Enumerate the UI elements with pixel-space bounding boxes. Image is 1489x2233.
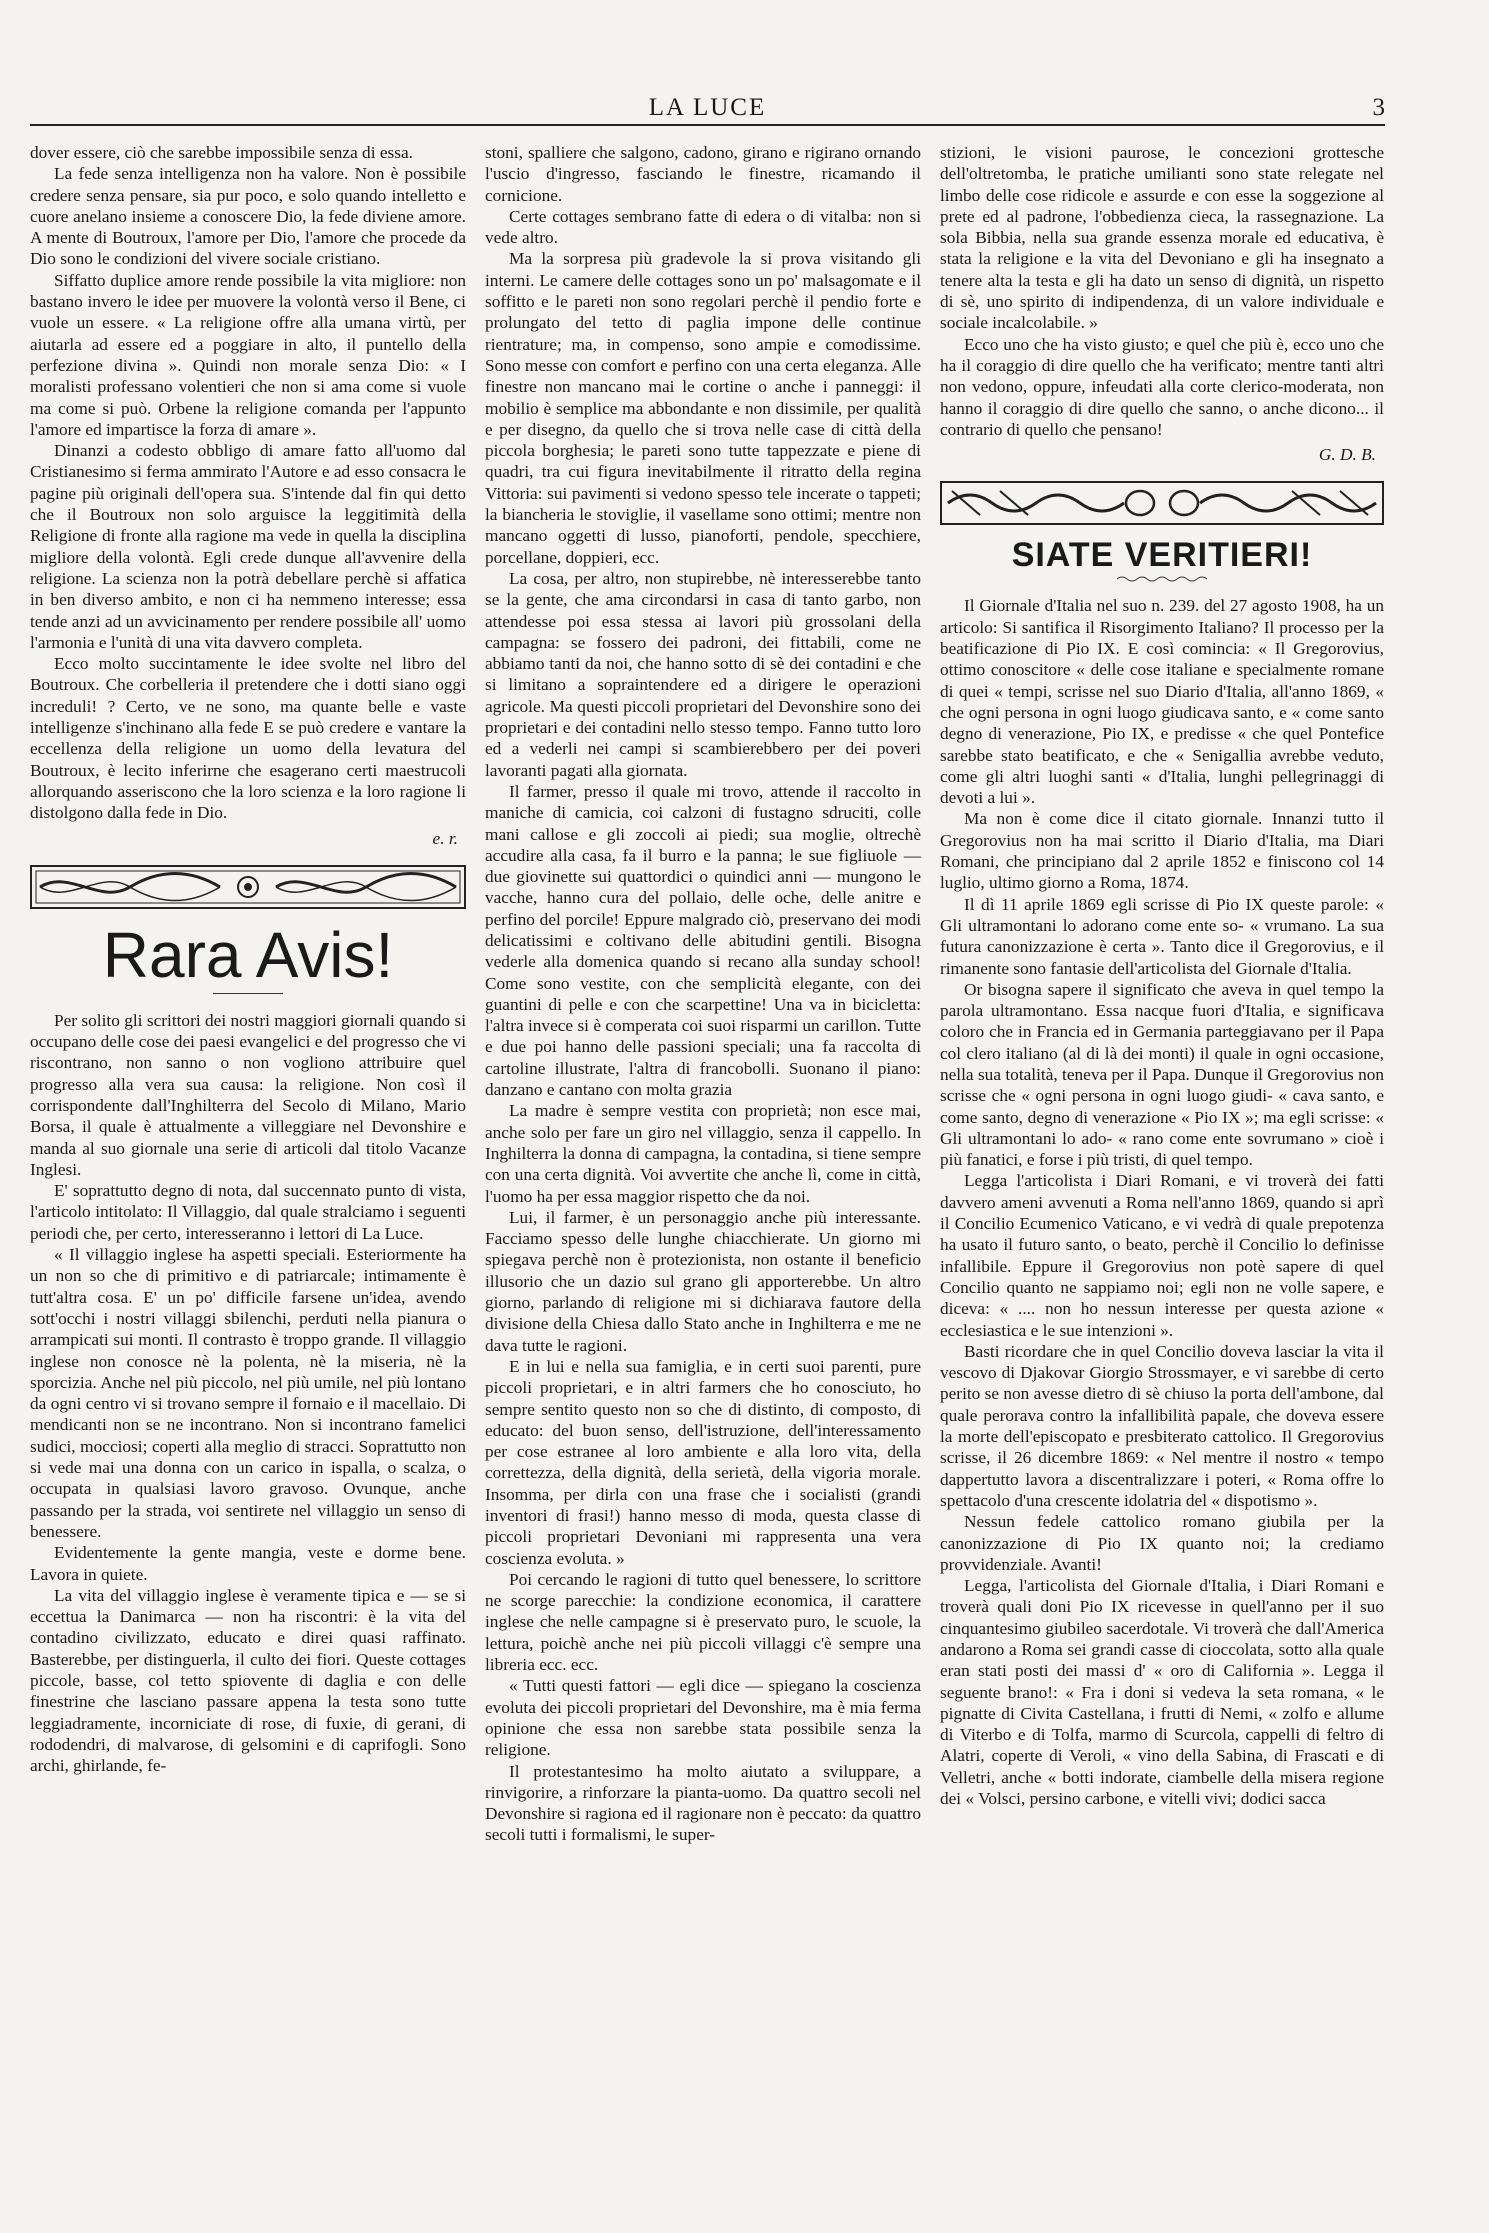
paragraph: E in lui e nella sua famiglia, e in certi suoi parenti, pure piccoli proprietari, e in altri farmers che ho conosciuto, ho sempre sentito questo non so che di distinto, di composto, di educato: del buon senso, dell'istruzione, dell'interessamento per cose estranee al loro ambiente e alla loro vita, della correttezza, della dignità, della serietà, della vigoria morale. Insomma, per dirla con una frase che i socialisti (grandi inventori di frasi!) hanno messo di moda, questa classe di piccoli proprietari Devoniani mi rappresenta una vera coscienza evoluta. »	[485, 1356, 921, 1568]
paragraph: Siffatto duplice amore rende possibile la vita migliore: non bastano invero le idee per muovere la volontà verso il Bene, ci vuole un essere. « La religione offre alla umana virtù, per aiutarla ad essere ed a poggiare in alto, il puntello della perfezione divina ». Quindi non morale senza Dio: « I moralisti professano volentieri che non si ama come si vuole ma come si può. Orbene la religione comanda per l'appunto l'amore ed impartisce la forza di amare ».	[30, 270, 466, 439]
paragraph: Legga l'articolista i Diari Romani, e vi troverà dei fatti davvero ameni avvenuti a Roma nell'anno 1869, quando si aprì il Concilio Ecumenico Vaticano, e vi vedrà di quale prepotenza ha usato il futuro santo, o beato, perchè il Concilio lo definisse infallibile. Eppure il Gregorovius non potè sapere di quel Concilio quanto ne sappiamo noi; egli non ne volle sapere, e diceva: « .... non ho nessun interesse per questa azione « ecclesiastica e le sue intenzioni ».	[940, 1171, 1384, 1340]
page-number: 3	[1372, 94, 1385, 121]
title-rule	[213, 993, 283, 994]
paragraph: Per solito gli scrittori dei nostri maggiori giornali quando si occupano delle cose dei paesi evangelici e del progresso che vi riscontrano, non sanno o non vogliono attribuire quel progresso alla vera sua causa: la religione. Non così il corrispondente dall'Inghilterra del Secolo di Milano, Mario Borsa, il quale è attualmente a villeggiare nel Devonshire e manda al suo giornale una serie di articoli dal titolo Vacanze Inglesi.	[30, 1010, 466, 1179]
paragraph: E' soprattutto degno di nota, dal succennato punto di vista, l'articolo intitolato: Il Villaggio, dal quale stralciamo i seguenti periodi che, per certo, interesseranno i lettori di La Luce.	[30, 1181, 466, 1243]
paragraph: Or bisogna sapere il significato che aveva in quel tempo la parola ultramontano. Essa nacque fuori d'Italia, e significava coloro che in Francia ed in Germania parteggiavano per il Papa col clero italiano (al di là dei monti) il quale in ogni occasione, nella sua totalità, teneva per il Papa. Dunque il Gregorovius non scrisse che « ogni persona in ogni luogo giudi- « cava santo, e come santo, degno di venerazione « Pio IX »; ma egli scrisse: « Gli ultramontani lo ado- « rano come ente sovrumano » cioè i più fanatici, e forse i più tristi, di quel tempo.	[940, 979, 1384, 1170]
paragraph: Ma la sorpresa più gradevole la si prova visitando gli interni. Le camere delle cottages sono un po' malsagomate e il soffitto e le pareti non sono regolari perchè il pendio forte e prolungato del tetto di paglia impone delle continue rientrature; ma, in compenso, sono ampie e comodissime. Sono messe con comfort e perfino con una certa eleganza. Alle finestre non mancano mai le cortine o anche i panneggi: il mobilio è semplice ma abbondante e non dissimile, per qualità e per disegno, da quello che si trova nelle case di città della piccola borghesia; le pareti sono tutte tappezzate e piene di quadri, tra cui figura inevitabilmente il ritratto della regina Vittoria: sui pavimenti si vedono spesso tele incerate o tappeti; la biancheria le stoviglie, il vasellame sono ottimi; mentre non mancano oggetti di lusso, pianoforti, pendole, specchiere, porcellane, doppieri, ecc.	[485, 249, 921, 567]
page-header	[30, 92, 1385, 126]
paragraph: Il farmer, presso il quale mi trovo, attende il raccolto in maniche di camicia, coi calzoni di fustagno sdruciti, colle mani callose e gli zoccoli ai piedi; sua moglie, oltrechè accudire alla casa, fa il burro e la panna; le sue figliuole — due giovinette sui quattordici o quindici anni — mungono le vacche, hanno cura del pollaio, delle oche, delle anitre e perfino del porcile! Eppure malgrado ciò, preservano dei modi delicatissimi e coltivano delle abitudini gentili. Bisogna vederle alla domenica quando si recano alla sunday school! Come sono vestite, con che semplicità elegante, con dei guantini di pelle e con che scarpettine! Una va in bicicletta: l'altra invece si è comperata coi suoi risparmi un carillon. Tutte e due poi hanno delle passioni speciali; una fa raccolta di cartoline illustrate, l'altra di francobolli. Suonano il piano: danzano e cantano con molta grazia	[485, 781, 921, 1100]
paragraph: La fede senza intelligenza non ha valore. Non è possibile credere senza pensare, sia pur poco, e solo quando intelletto e cuore anelano insieme a conoscere Dio, la fede diviene amore. A mente di Boutroux, l'amore per Dio, l'amore che procede da Dio sono le condizioni del vivere sociale cristiano.	[30, 164, 466, 269]
paragraph: Ecco uno che ha visto giusto; e quel che più è, ecco uno che ha il coraggio di dire quello che ha verificato; mentre tanti altri non vedono, oppure, infeudati alla corte clerico-moderata, non hanno il coraggio di dire quello che sanno, o anche dicono... il contrario di quello che pensano!	[940, 334, 1384, 439]
paragraph: « Tutti questi fattori — egli dice — spiegano la coscienza evoluta dei piccoli proprietari del Devonshire, ma è mia ferma opinione che essa non sarebbe stata possibile senza la religione.	[485, 1676, 921, 1760]
article-title: Rara Avis!	[102, 918, 394, 991]
paragraph: Dinanzi a codesto obbligo di amare fatto all'uomo dal Cristianesimo si ferma ammirato l'Autore e ad esso consacra le pagine più originali dell'opera sua. S'intende dal fin qui detto che il Boutroux non solo arguisce la leggitimità della Religione di fronte alla ragione ma vede in quella la disciplina migliore della volontà. Egli crede dunque all'avvenire della religione. La scienza non la potrà debellare perchè si affatica in ben diverso ambito, e non ci ha nemmeno interesse; essa tende anzi ad un avvicinamento per rendere possibile all' uomo l'armonia e l'unità di una vita davvero completa.	[30, 441, 466, 652]
paragraph: Ecco molto succintamente le idee svolte nel libro del Boutroux. Che corbelleria il pretendere che i dotti siano oggi increduli! ? Certo, ve ne sono, ma quante belle e vaste intelligenze s'inchinano alla fede E se può credere e vantare la eccellenza della religione un uomo della levatura del Boutroux, è lecito inferirne che esagerano certi maestrucoli allorquando asseriscono che la loro scienza e la loro ragione li distolgono dalla fede in Dio.	[30, 654, 466, 823]
paragraph: La madre è sempre vestita con proprietà; non esce mai, anche solo per fare un giro nel villaggio, senza il cappello. In Inghilterra la donna di campagna, la contadina, si tiene sempre con una certa dignità. Voi avvertite che anche lì, come in città, l'uomo ha per essa maggior rispetto che da noi.	[485, 1101, 921, 1206]
paragraph: Lui, il farmer, è un personaggio anche più interessante. Facciamo spesso delle lunghe chiacchierate. Un giorno mi spiegava perchè non è protezionista, non ostante il beneficio illusorio che un dazio sul grano gli apporterebbe. Un altro giorno, parlando di religione mi si dichiarava fautore della divisione della Chiesa dallo Stato anche in Inghilterra e me ne dava tutte le ragioni.	[485, 1207, 921, 1355]
ornamental-divider	[940, 481, 1384, 525]
article-signature: e. r.	[432, 828, 458, 848]
paragraph: La vita del villaggio inglese è veramente tipica e — se si eccettua la Danimarca — non ha riscontri: è la vita del contadino civilizzato, educato e direi quasi raffinato. Basterebbe, per distinguerla, il culto dei fiori. Queste cottages piccole, basse, col tetto spiovente di daglia e con delle finestrine che lasciano passare appena la testa sono tutte leggiadramente, incorniciate di rose, di fuxie, di gerani, di rododendri, di malvarose, di gelsomini e di caprifogli. Sono archi, ghirlande, fe-	[30, 1585, 466, 1776]
article-signature: G. D. B.	[1318, 445, 1376, 465]
article-title: SIATE VERITIERI!	[1011, 536, 1313, 575]
paragraph: Legga, l'articolista del Giornale d'Italia, i Diari Romani e troverà quali doni Pio IX ricevesse in quell'anno per il suo cinquantesimo giubileo sacerdotale. Vi troverà che dall'America andarono a Roma sei grandi casse di cioccolata, sotto alla quale eran stati posti dei massi d' « oro di California ». Legga il seguente brano!: « Fra i doni si vedeva la seta romana, « le pignatte di Civita Castellana, i frutti di Nemi, « zolfo e allume di Viterbo e di Tolfa, marmo di Scurcola, cappelli di feltro di Alatri, coperte di Veroli, « vino della Sabina, di Frascati e di Velletri, anche « botti indorate, ciambelle della misera regione dei « Volsci, persino carbone, e vitelli vivi; dodici sacca	[940, 1576, 1384, 1809]
paragraph: stoni, spalliere che salgono, cadono, girano e rigirano ornando l'uscio d'ingresso, fasciando le finestre, ricamando il cornicione.	[485, 143, 921, 205]
paragraph: La cosa, per altro, non stupirebbe, nè interesserebbe tanto se la gente, che ama circondarsi in casa di tanto garbo, non attendesse poi essa stessa ai lavori più grossolani della campagna: se fossero dei padroni, dei fittabili, come ne abbiamo tanti da noi, che hanno sotto di sè dei contadini e che si limitano a sopraintendere ed a dirigere le operazioni agricole. Ma questi piccoli proprietari del Devonshire sono dei proprietari e dei contadini nello stesso tempo. Fanno tutto loro ed a vederli nei campi si scambierebbero per dei poveri lavoranti pagati alla giornata.	[485, 568, 921, 780]
paragraph: Ma non è come dice il citato giornale. Innanzi tutto il Gregorovius non ha mai scritto il Diario d'Italia, ma Diari Romani, che principiano dal 2 aprile 1852 e finiscono col 14 luglio, ultimo giorno a Roma, 1874.	[940, 809, 1384, 893]
paragraph: stizioni, le visioni paurose, le concezioni grottesche dell'oltretomba, le pratiche umilianti sono state relegate nel limbo delle cose ridicole e assurde e con esse la soggezione al prete ed al padrone, l'obbedienza cieca, la rassegnazione. La sola Bibbia, nella sua grande essenza morale ed educativa, è stata la religione e la vita del Devoniano e gli ha insegnato a tenere alta la testa e gli ha dato un senso di dignità, un rispetto di sè, uno spirito di indipendenza, di un valore individuale e sociale incalcolabile. »	[940, 143, 1384, 333]
paragraph: Poi cercando le ragioni di tutto quel benessere, lo scrittore ne scorge parecchie: la condizione economica, il carattere inglese che nelle campagne si è preservato puro, le scuole, la lettura, poichè anche nei più piccoli villaggi c'è sempre una libreria ecc. ecc.	[485, 1569, 921, 1675]
title-wavy-rule	[1117, 575, 1207, 583]
paragraph: Il Giornale d'Italia nel suo n. 239. del 27 agosto 1908, ha un articolo: Si santifica il Risorgimento Italiano? Il processo per la beatificazione di Pio IX. E così comincia: « Il Gregorovius, ottimo conoscitore « delle cose italiane e specialmente romane di quei « tempi, scrisse nel suo Diario d'Italia, all'anno 1869, « che ogni persona in ogni luogo giudicava santo, e « come santo degno di venerazione, Pio IX, e predisse « che quel Pontefice sarebbe stato beatificato, e che « Senigallia avrebbe veduto, come gli altri luoghi santi « d'Italia, lunghi pellegrinaggi di devoti a lui ».	[940, 596, 1384, 808]
paragraph: « Il villaggio inglese ha aspetti speciali. Esteriormente ha un non so che di primitivo e di patriarcale; intimamente è tutt'altra cosa. E' un po' difficile farsene un'idea, avendo sott'occhi i nostri villaggi sbilenchi, perduti nella pianura o arrampicati sui monti. Il contrasto è troppo grande. Il villaggio inglese non conosce nè la polenta, nè la miseria, nè la sporcizia. Anche nel più piccolo, nel più umile, nel più lontano da ogni centro vi si trovano sempre il fornaio e il macellaio. Di mendicanti non se ne incontrano. Non si incontrano famelici sudici, mocciosi; coperti alla meglio di stracci. Soprattutto non si vede mai una donna con un carico in ispalla, o scalza, o occupata in qualsiasi lavoro gravoso. Ovunque, anche passando per la strada, voi sentirete nel villaggio un senso di benessere.	[30, 1245, 466, 1541]
paragraph: Evidentemente la gente mangia, veste e dorme bene. Lavora in quiete.	[30, 1543, 466, 1584]
paragraph: Basti ricordare che in quel Concilio doveva lasciar la vita il vescovo di Djakovar Giorgio Strossmayer, e vi sarebbe di certo perito se non avesse dietro di sè chiuso la porta dell'ambone, dal quale perorava contro la infallibilità papale, che doveva essere la morte dell'episcopato e presbiterato cattolico. Il Gregorovius scrisse, il 26 dicembre 1869: « Nel mentre il nostro « tempo dappertutto lavora a discentralizzare i poteri, « Roma offre lo spettacolo d'una crescente idolatria del « dispotismo ».	[940, 1341, 1384, 1510]
column-2	[485, 142, 921, 1846]
column-3	[940, 142, 1384, 1809]
paragraph: Il dì 11 aprile 1869 egli scrisse di Pio IX queste parole: « Gli ultramontani lo adorano come ente so- « vrumano. La sua futura canonizzazione è certa ». Tanto dice il Gregorovius, e il rimanente sono fantasie dell'articolista del Giornale d'Italia.	[940, 894, 1384, 978]
paragraph: Nessun fedele cattolico romano giubila per la canonizzazione di Pio IX quanto noi; la crediamo provvidenziale. Avanti!	[940, 1512, 1384, 1574]
paragraph: Certe cottages sembrano fatte di edera o di vitalba: non si vede altro.	[485, 206, 921, 248]
newspaper-title: LA LUCE	[648, 94, 767, 121]
ornamental-divider	[30, 865, 466, 909]
paragraph: Il protestantesimo ha molto aiutato a sviluppare, a rinvigorire, a rinforzare la pianta-uomo. Da quattro secoli nel Devonshire si ragiona ed il ragionare non è peccato: da quattro secoli tutti i formalismi, le super-	[485, 1761, 921, 1845]
header-rule	[30, 124, 1385, 126]
column-1	[30, 142, 466, 1776]
paragraph: dover essere, ciò che sarebbe impossibile senza di essa.	[30, 143, 413, 162]
